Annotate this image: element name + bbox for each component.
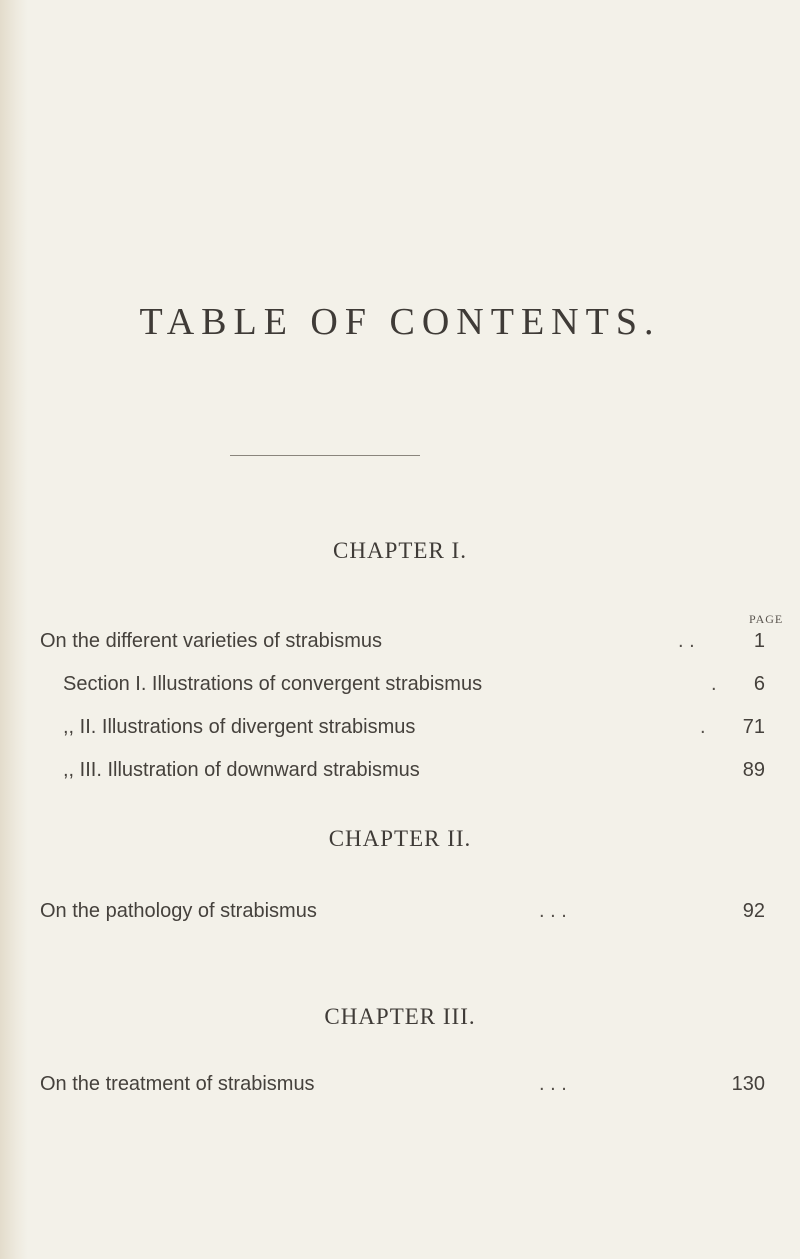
page-number: 71 [742,716,765,738]
page-number: 6 [753,673,765,695]
contents-heading: TABLE OF CONTENTS. [139,301,661,343]
page-edge-shadow [0,0,28,1259]
toc-entry-chapter-1: On the different varieties of strabismus [40,630,383,652]
leader-dots: . . [678,630,695,652]
page-number: 92 [742,900,765,922]
leader-dots: . [711,673,717,695]
toc-entry-chapter-2: On the pathology of strabismus [40,900,317,922]
toc-entry-section-1: Section I. Illustrations of convergent strabismus [63,673,483,695]
page-number: 130 [731,1073,765,1095]
toc-entry-chapter-3: On the treatment of strabismus [40,1073,315,1095]
leader-dots: . [700,716,706,738]
divider-rule [230,455,420,456]
page-number: 1 [753,630,765,652]
toc-entry-section-3: ,, III. Illustration of downward strabismus [63,759,420,781]
page-number: 89 [742,759,765,781]
leader-dots: . . . [539,900,567,922]
toc-entry-section-2: ,, II. Illustrations of divergent strabismus [63,716,416,738]
chapter-1-title: CHAPTER I. [333,538,467,563]
chapter-3-title: CHAPTER III. [324,1004,476,1029]
leader-dots: . . . [539,1073,567,1095]
chapter-2-title: CHAPTER II. [328,826,472,851]
page-column-label: PAGE [749,612,784,626]
